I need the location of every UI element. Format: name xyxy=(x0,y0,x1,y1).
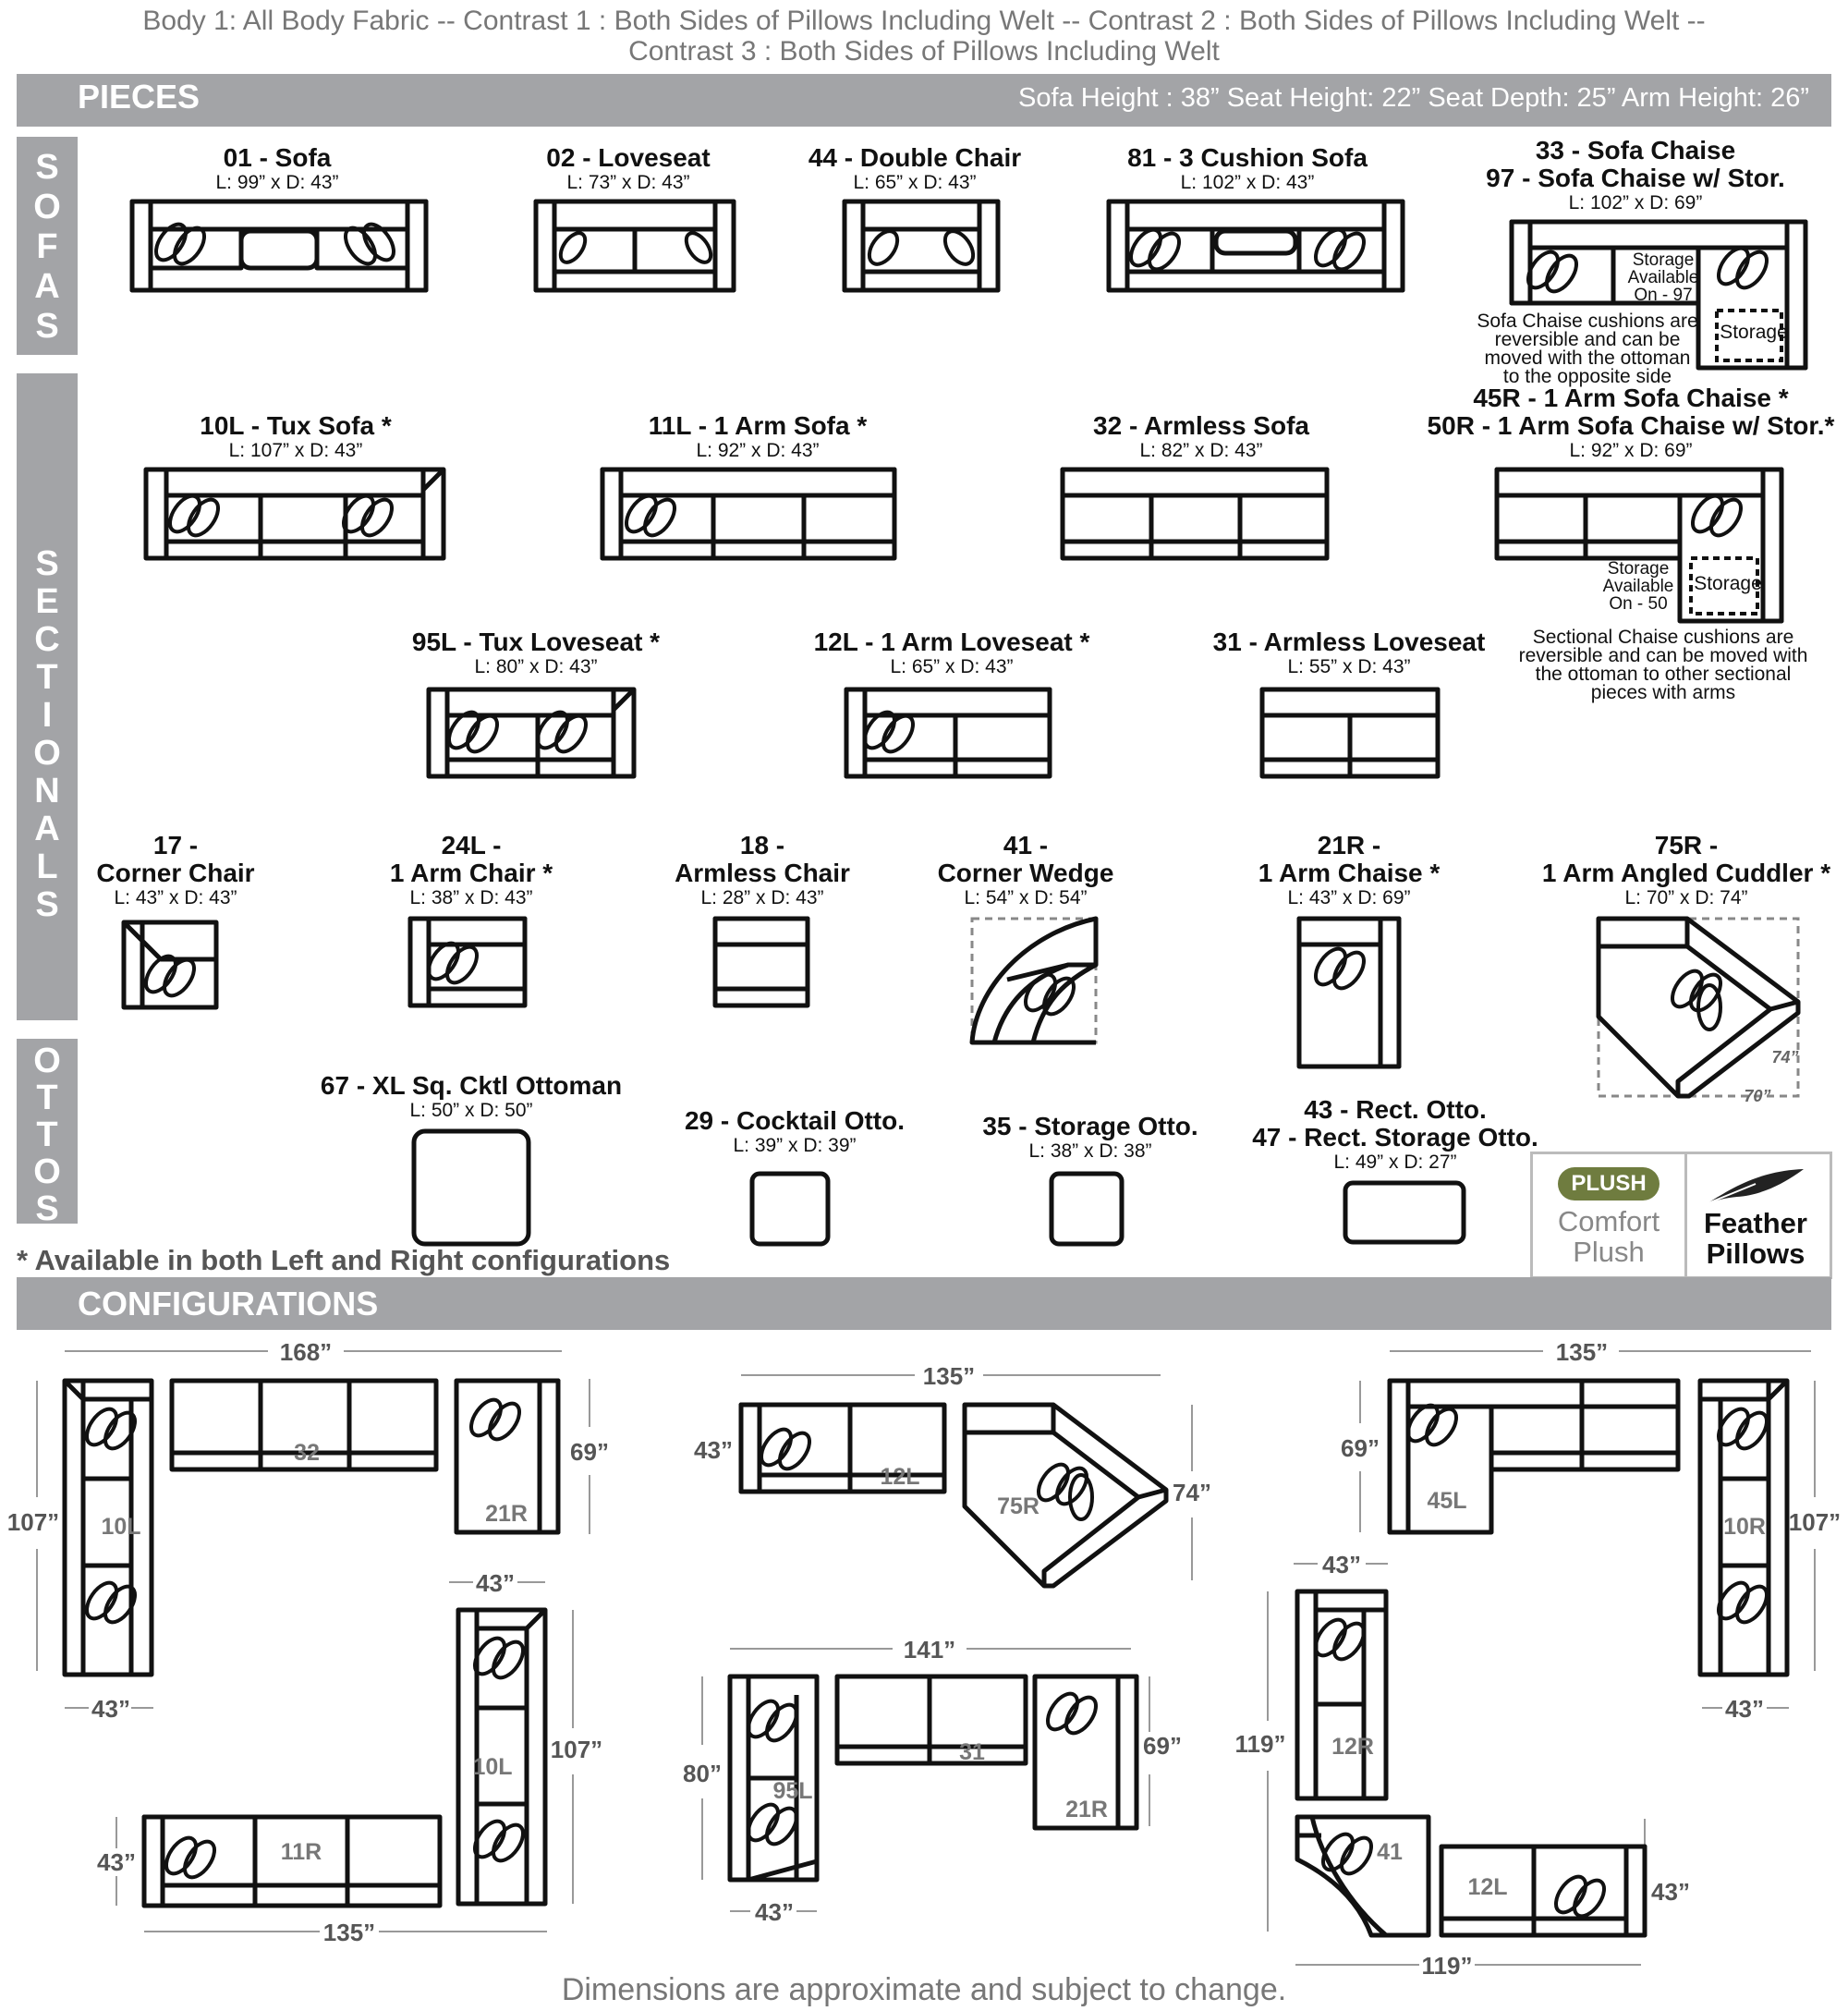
cuddler-dim-74: 74” xyxy=(1771,1048,1799,1066)
piece-32-armless-sofa: 32 - Armless Sofa L: 82” x D: 43” xyxy=(1093,411,1309,461)
piece-18-armless-chair: 18 - Armless Chair L: 28” x D: 43” xyxy=(675,831,850,908)
piece-02-loveseat: 02 - Loveseat L: 73” x D: 43” xyxy=(546,143,711,193)
side-label-sofas: S O F A S xyxy=(17,137,78,355)
dimension-specs: Sofa Height : 38” Seat Height: 22” Seat Depth: 25” Arm Height: 26” xyxy=(1018,83,1809,113)
svg-text:21R: 21R xyxy=(485,1501,528,1527)
ottoman-29-diagram xyxy=(752,1174,828,1244)
sofa-81-diagram xyxy=(1109,201,1403,290)
sectional-21r-diagram xyxy=(1299,919,1399,1066)
svg-text:69”: 69” xyxy=(1143,1732,1182,1760)
svg-text:43”: 43” xyxy=(91,1695,130,1723)
sofa-02-diagram xyxy=(536,201,734,290)
sectional-10l-diagram xyxy=(146,469,444,558)
side-label-sectionals: S E C T I O N A L S xyxy=(17,373,78,1020)
fabric-note-line2: Contrast 3 : Both Sides of Pillows Including Welt xyxy=(628,36,1220,67)
sectional-18-diagram xyxy=(715,919,808,1006)
piece-21r-1-arm-chaise: 21R - 1 Arm Chaise * L: 43” x D: 69” xyxy=(1258,831,1441,908)
piece-67-xl-ottoman: 67 - XL Sq. Cktl Ottoman L: 50” x D: 50” xyxy=(320,1071,623,1121)
svg-text:11R: 11R xyxy=(280,1839,322,1865)
svg-text:119”: 119” xyxy=(1421,1952,1473,1980)
piece-81-3-cushion-sofa: 81 - 3 Cushion Sofa L: 102” x D: 43” xyxy=(1127,143,1368,193)
svg-text:12L: 12L xyxy=(880,1464,920,1490)
sofa-33-chaise-diagram xyxy=(1512,222,1805,368)
sectional-11l-diagram xyxy=(602,469,894,558)
fabric-note-line1: Body 1: All Body Fabric -- Contrast 1 : Both Sides of Pillows Including Welt -- Contrast 2 : Both Sides of Pillows Including Welt -- xyxy=(142,6,1706,36)
storage-available-97: Storage Available On - 97 xyxy=(1627,250,1699,305)
sectional-31-diagram xyxy=(1262,689,1438,776)
footer-disclaimer: Dimensions are approximate and subject to change. xyxy=(561,1972,1287,2007)
config-3-diagram xyxy=(1341,1338,1841,1723)
svg-text:75R: 75R xyxy=(997,1493,1040,1519)
sectional-24l-diagram xyxy=(410,919,525,1006)
sectional-32-diagram xyxy=(1063,469,1327,558)
cuddler-dim-70: 70” xyxy=(1744,1087,1771,1105)
svg-text:12R: 12R xyxy=(1331,1734,1374,1760)
piece-75r-angled-cuddler: 75R - 1 Arm Angled Cuddler * L: 70” x D: 74” xyxy=(1541,831,1831,908)
svg-text:119”: 119” xyxy=(1234,1730,1286,1758)
sectional-45r-diagram xyxy=(1497,469,1781,621)
svg-text:43”: 43” xyxy=(97,1848,136,1876)
svg-text:135”: 135” xyxy=(922,1362,976,1390)
sofa-chaise-note: Sofa Chaise cushions are reversible and can be moved with the ottoman to the opposite side xyxy=(1477,311,1698,387)
feather-label: Feather xyxy=(1704,1207,1807,1239)
svg-text:80”: 80” xyxy=(683,1760,722,1787)
pillows-label: Pillows xyxy=(1706,1237,1805,1270)
sofa-01-diagram xyxy=(132,201,426,290)
piece-43-rect-otto: 43 - Rect. Otto. 47 - Rect. Storage Otto. L: 49” x D: 27” xyxy=(1252,1095,1538,1173)
svg-text:168”: 168” xyxy=(279,1338,333,1366)
piece-41-corner-wedge: 41 - Corner Wedge L: 54” x D: 54” xyxy=(937,831,1114,908)
svg-text:43”: 43” xyxy=(476,1569,515,1597)
svg-text:74”: 74” xyxy=(1173,1479,1211,1506)
svg-text:43”: 43” xyxy=(1651,1878,1690,1906)
ottoman-35-diagram xyxy=(1052,1174,1122,1244)
svg-text:31: 31 xyxy=(959,1739,985,1765)
svg-text:107”: 107” xyxy=(6,1508,60,1536)
piece-10l-tux-sofa: 10L - Tux Sofa * L: 107” x D: 43” xyxy=(200,411,392,461)
piece-01-sofa: 01 - Sofa L: 99” x D: 43” xyxy=(215,143,339,193)
piece-35-storage-otto: 35 - Storage Otto. L: 38” x D: 38” xyxy=(982,1112,1198,1162)
side-label-ottos: O T T O S xyxy=(17,1039,78,1224)
sofa-44-diagram xyxy=(845,201,998,290)
svg-text:43”: 43” xyxy=(1725,1695,1764,1723)
piece-17-corner-chair: 17 - Corner Chair L: 43” x D: 43” xyxy=(96,831,255,908)
storage-label-50: Storage xyxy=(1694,573,1762,594)
config-2-diagram xyxy=(694,1362,1211,1586)
availability-note: * Available in both Left and Right configurations xyxy=(17,1244,671,1276)
ottoman-67-diagram xyxy=(414,1131,529,1244)
svg-text:10R: 10R xyxy=(1723,1514,1766,1540)
svg-text:95L: 95L xyxy=(772,1778,813,1804)
svg-text:32: 32 xyxy=(294,1440,320,1466)
piece-45r-1-arm-sofa-chaise: 45R - 1 Arm Sofa Chaise * 50R - 1 Arm Sofa Chaise w/ Stor.* L: 92” x D: 69” xyxy=(1427,384,1835,461)
config-4-diagram xyxy=(97,1569,602,1946)
piece-31-armless-loveseat: 31 - Armless Loveseat L: 55” x D: 43” xyxy=(1212,628,1486,677)
piece-11l-1-arm-sofa: 11L - 1 Arm Sofa * L: 92” x D: 43” xyxy=(648,411,868,461)
storage-available-50: Storage Available On - 50 xyxy=(1602,559,1674,614)
comfort-label: Comfort xyxy=(1557,1205,1660,1237)
svg-text:43”: 43” xyxy=(1322,1551,1361,1578)
svg-text:10L: 10L xyxy=(101,1514,141,1540)
sectional-95l-diagram xyxy=(429,689,634,776)
configurations-title: CONFIGURATIONS xyxy=(78,1285,379,1322)
piece-12l-1-arm-loveseat: 12L - 1 Arm Loveseat * L: 65” x D: 43” xyxy=(813,628,1090,677)
config-5-diagram xyxy=(683,1636,1182,1926)
pieces-title: PIECES xyxy=(78,78,201,116)
svg-text:41: 41 xyxy=(1377,1839,1403,1865)
piece-44-double-chair: 44 - Double Chair L: 65” x D: 43” xyxy=(808,143,1022,193)
svg-text:135”: 135” xyxy=(1555,1338,1609,1366)
plush-label: Plush xyxy=(1573,1236,1645,1268)
piece-24l-1-arm-chair: 24L - 1 Arm Chair * L: 38” x D: 43” xyxy=(389,831,553,908)
sectional-17-diagram xyxy=(124,922,216,1007)
piece-33-sofa-chaise: 33 - Sofa Chaise 97 - Sofa Chaise w/ Stor. L: 102” x D: 69” xyxy=(1486,136,1785,213)
svg-text:12L: 12L xyxy=(1467,1874,1508,1900)
piece-29-cocktail-otto: 29 - Cocktail Otto. L: 39” x D: 39” xyxy=(684,1106,906,1156)
svg-text:21R: 21R xyxy=(1065,1797,1108,1822)
sectional-75r-diagram xyxy=(1599,919,1798,1096)
svg-text:69”: 69” xyxy=(570,1438,609,1466)
sectional-chaise-note: Sectional Chaise cushions are reversible and can be moved with the ottoman to other sectional pieces with arms xyxy=(1518,627,1808,703)
svg-text:107”: 107” xyxy=(1788,1508,1842,1536)
svg-text:45L: 45L xyxy=(1427,1488,1467,1514)
svg-text:69”: 69” xyxy=(1341,1434,1380,1462)
svg-text:135”: 135” xyxy=(322,1919,376,1946)
plush-tag: PLUSH xyxy=(1558,1167,1660,1201)
sectional-41-diagram xyxy=(972,919,1096,1042)
svg-text:43”: 43” xyxy=(694,1436,733,1464)
piece-95l-tux-loveseat: 95L - Tux Loveseat * L: 80” x D: 43” xyxy=(411,628,661,677)
svg-text:43”: 43” xyxy=(755,1898,794,1926)
svg-text:107”: 107” xyxy=(550,1736,603,1763)
storage-label-97: Storage xyxy=(1720,322,1788,343)
svg-text:141”: 141” xyxy=(903,1636,956,1664)
svg-text:10L: 10L xyxy=(472,1754,513,1780)
sectional-12l-diagram xyxy=(846,689,1050,776)
config-6-diagram xyxy=(1235,1551,1690,1980)
ottoman-43-diagram xyxy=(1345,1183,1464,1242)
